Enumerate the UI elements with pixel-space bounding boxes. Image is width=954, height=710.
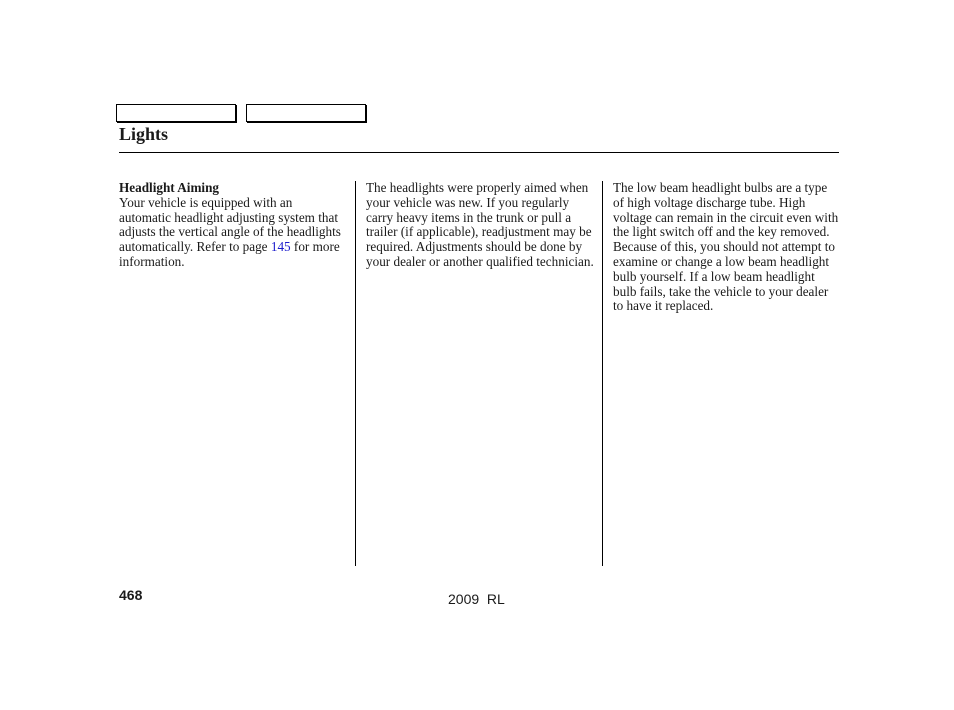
body-text: The low beam headlight bulbs are a type of high voltage discharge tube. High voltage can remain in the circuit even with the light switch off and the key removed. Because of this, you should not attempt to examine or change a low beam headlight bulb yourself. If a low beam headlight bulb fails, take the vehicle to your dealer to have it replaced.: [613, 180, 839, 314]
page-reference-link[interactable]: 145: [270, 239, 291, 255]
column-headlight-aiming: [119, 181, 347, 270]
nav-tab-contents[interactable]: [116, 104, 236, 122]
body-text: The headlights were properly aimed when your vehicle was new. If you regularly carry heavy items in the trunk or pull a trailer (if applicable), readjustment may be required. Adjustments should be done by your dealer or another qualified technician.: [366, 180, 594, 269]
body-text-continued: for more information.: [119, 239, 340, 269]
column-divider: [355, 181, 356, 566]
nav-tab-index[interactable]: [246, 104, 366, 122]
body-text: Your vehicle is equipped with an automatic headlight adjusting system that adjusts the vertical angle of the headlights automatically. Refer to page: [119, 194, 341, 255]
page-title: Lights: [119, 124, 169, 144]
page-number: 468: [119, 587, 143, 603]
footer-model-label: 2009 RL: [448, 591, 505, 607]
title-divider: [119, 152, 839, 153]
column-bulb-warning: [613, 181, 841, 314]
column-aiming-notes: [366, 181, 594, 270]
section-heading: Headlight Aiming: [119, 180, 220, 195]
column-divider: [602, 181, 603, 566]
